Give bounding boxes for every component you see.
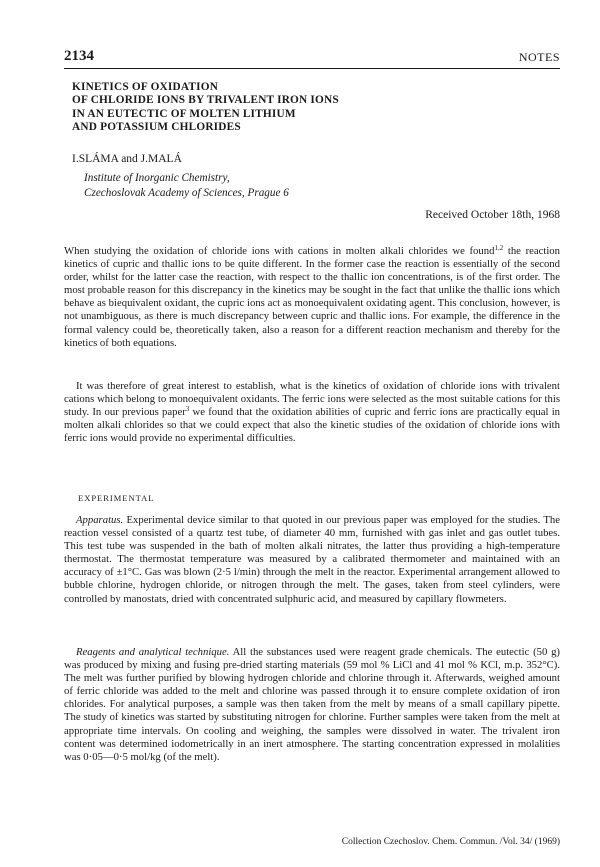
paragraph-apparatus <box>64 514 560 606</box>
page-number: 2134 <box>64 48 94 64</box>
reference-marker: 1,2 <box>494 244 504 252</box>
reference-marker: 3 <box>185 405 190 414</box>
paragraph <box>64 514 560 606</box>
paragraph-text: When studying the oxidation of chloride ions with cations in molten alkali chlorides we found <box>64 245 495 257</box>
paragraph <box>64 646 560 764</box>
affiliation-line: Institute of Inorganic Chemistry, <box>84 172 230 184</box>
title-line: OF CHLORIDE IONS BY TRIVALENT IRON IONS <box>72 94 339 107</box>
paragraph-intro <box>64 245 560 350</box>
paragraph-lead: Reagents and analytical technique. <box>76 646 230 658</box>
paragraph-text: the reaction kinetics of cupric and thallic ions to be quite different. In the former case the reaction is essentially of the second order, whilst for the latter case the reaction, with respect to the thallic ion concentrations, is of the first order. The most probable reason for this discrepancy in the kinetics may be sought in the fact that unlike the thallic ions which behave as biequivalent oxidant, the cupric ions act as monoequivalent oxidating agent. This conclusion, however, is not unambiguous, as there is much discrepancy between cupric and thallic ions. For example, the difference in the formal valency could be, theoretically taken, also a reason for a different reaction mechanism and thereby for the kinetics of both equations. <box>64 245 560 349</box>
authors: I.SLÁMA and J.MALÁ <box>72 153 182 165</box>
section-heading-experimental: EXPERIMENTAL <box>78 493 155 503</box>
affiliation-line: Czechoslovak Academy of Sciences, Prague 6 <box>84 187 289 199</box>
paragraph-reagents <box>64 646 560 764</box>
paragraph-aim <box>64 380 560 445</box>
paragraph-text: we found that the oxidation abilities of cupric and ferric ions are practically equal in molten alkali chlorides so that we could expect that also the kinetic studies of the oxidation of chloride ions with ferric ions would provide no experimental difficulties. <box>64 406 561 445</box>
paragraph-text: All the substances used were reagent grade chemicals. The eutectic (50 g) was produced by mixing and fusing pre-dried starting materials (59 mol % LiCl and 41 mol % KCl, m.p. 352°C). The melt was further purified by blowing hydrogen chloride and chlorine through it. Afterwards, weighed amount of ferric chloride was added to the melt and chlorine was passed through it to ensure complete oxidation of iron chlorides. For analytical purposes, a sample was then taken from the melt by means of a small capillary pipette. The study of kinetics was started by substituting nitrogen for chlorine. Further samples were taken from the melt at appropriate time intervals. On cooling and weighing, the samples were dissolved in water. The trivalent iron content was determined iodometrically in an inert atmosphere. The starting concentration expressed in molalities was 0·05—0·5 mol/kg (of the melt). <box>64 646 560 763</box>
paragraph-lead: Apparatus. <box>76 514 124 526</box>
paragraph <box>64 380 560 445</box>
affiliation <box>84 171 289 201</box>
paragraph-text: Experimental device similar to that quoted in our previous paper was employed for the studies. The reaction vessel consisted of a quartz test tube, of diameter 40 mm, furnished with gas inlet and gas outlet tubes. This test tube was suspended in the bath of molten alkali nitrates, the latter thus providing a high-temperature thermostat. The thermostat temperature was measured by a calibrated thermometer and maintained with an accuracy of ±1°C. Gas was blown (2·5 l/min) through the melt in the reactor. Experimental arrangement allowed to bubble chlorine, hydrogen chloride, or nitrogen through the melt. The gases, taken from steel cylinders, were controlled by manostats, dried with concentrated sulphuric acid, and measured by capillary flowmeters. <box>64 514 560 605</box>
title-line: IN AN EUTECTIC OF MOLTEN LITHIUM <box>72 107 296 120</box>
article-title <box>72 81 512 135</box>
received-date: Received October 18th, 1968 <box>425 209 560 221</box>
paragraph-text: It was therefore of great interest to establish, what is the kinetics of oxidation of chloride ions with trivalent cations which belong to monoequivalent oxidants. The ferric ions were selected as the most suitable cations for this study. In our previous paper <box>64 380 560 419</box>
journal-footer: Collection Czechoslov. Chem. Commun. /Vol. 34/ (1969) <box>341 837 560 847</box>
running-head: NOTES <box>518 50 560 64</box>
page-header <box>64 43 560 69</box>
paragraph <box>64 245 560 350</box>
title-line: KINETICS OF OXIDATION <box>72 81 219 93</box>
title-line: AND POTASSIUM CHLORIDES <box>72 121 241 134</box>
